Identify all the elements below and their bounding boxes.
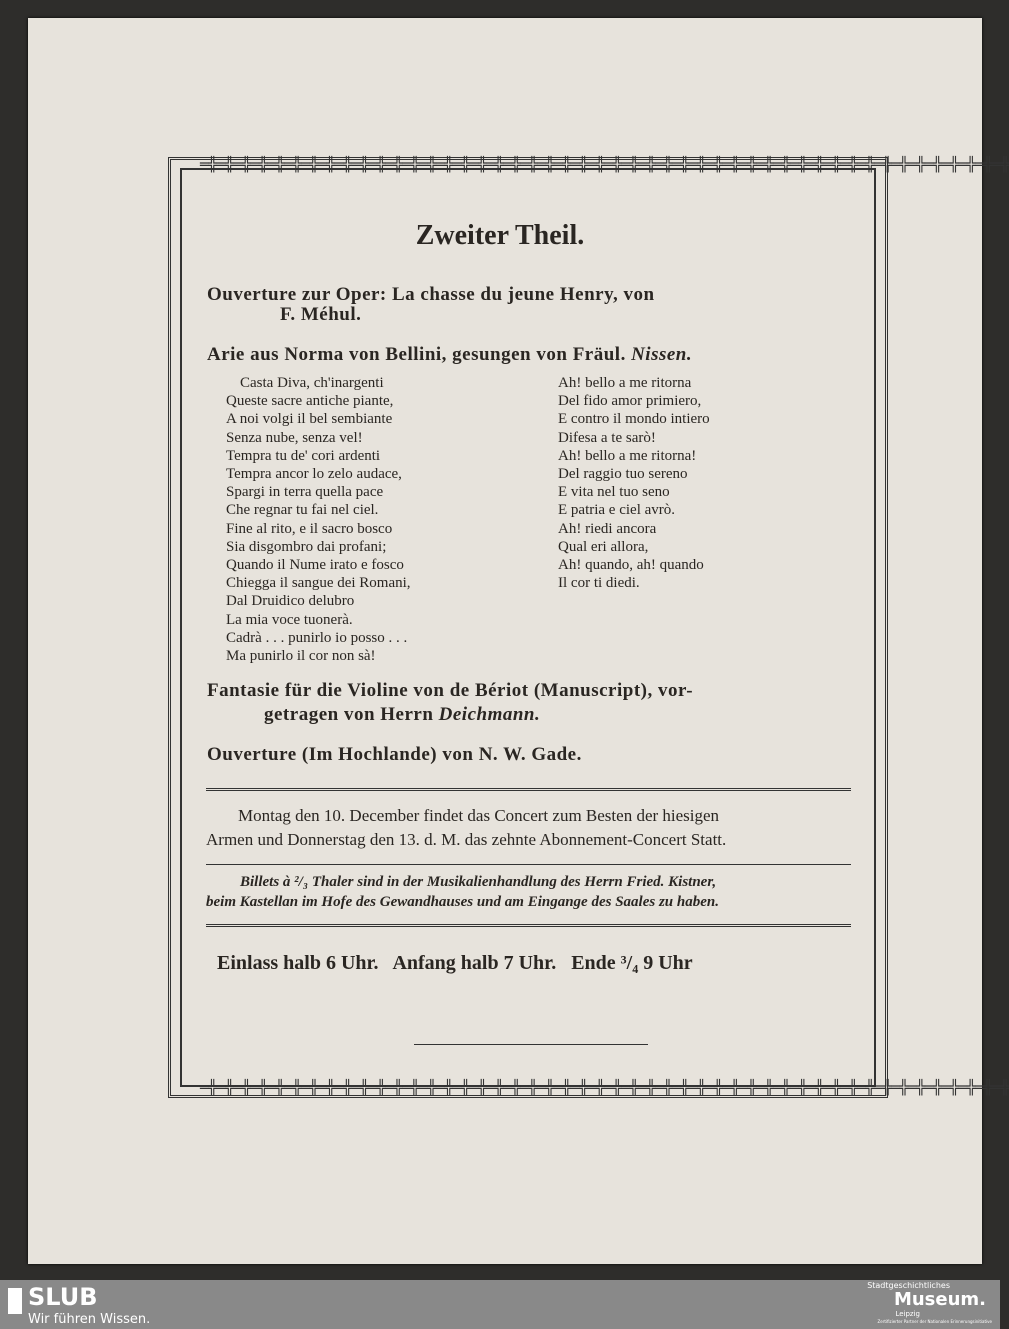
lyric-line: Ah! bello a me ritorna! — [558, 447, 697, 464]
billets-line-1: Billets à ²/₃ Thaler sind in der Musikalienhandlung des Herrn Fried. Kistner, — [240, 874, 717, 890]
museum-logo[interactable]: Museum. — [893, 1289, 986, 1310]
lyric-line: Sia disgombro dai profani; — [226, 538, 387, 555]
program-item-1: Ouverture zur Oper: La chasse du jeune Henry, von — [207, 284, 655, 305]
lyric-line: E patria e ciel avrò. — [558, 502, 676, 519]
section-title: Zweiter Theil. — [415, 220, 585, 251]
performer: Deichmann. — [438, 704, 541, 725]
lyric-line: E contro il mondo intiero — [558, 411, 710, 428]
greek-key-ornament: ═╬═╬═╬═╬═╬═╬═╬═╬═╬═╬═╬═╬═╬═╬═╬═╬═╬═╬═╬═╬═╬═╬═╬═╬═╬═╬═╬═╬═╬═╬═╬═╬═╬═╬═╬═╬═╬═╬═╬═╬═╬═╬═╬═╬═╬═╬═╬═╬ — [200, 1080, 1009, 1096]
divider — [206, 924, 851, 927]
lyric-line: E vita nel tuo seno — [558, 484, 670, 501]
book-icon — [8, 1288, 22, 1314]
divider — [206, 788, 851, 791]
lyric-line: Spargi in terra quella pace — [226, 484, 384, 501]
program-item-1-cont: F. Méhul. — [280, 304, 362, 325]
lyric-line: Ah! bello a me ritorna — [558, 375, 692, 391]
lyrics-left — [226, 374, 411, 665]
program-item-3: Fantasie für die Violine von de Bériot (Manuscript), vor- — [207, 680, 694, 701]
lyric-line: Ma punirlo il cor non sà! — [226, 648, 376, 665]
lyric-line: Fine al rito, e il sacro bosco — [226, 520, 393, 537]
lyric-line: Casta Diva, ch'inargenti — [240, 375, 384, 391]
item-text: Arie aus Norma von Bellini, gesungen von Fräul. — [207, 344, 626, 365]
greek-key-ornament: ═╬═╬═╬═╬═╬═╬═╬═╬═╬═╬═╬═╬═╬═╬═╬═╬═╬═╬═╬═╬═╬═╬═╬═╬═╬═╬═╬═╬═╬═╬═╬═╬═╬═╬═╬═╬═╬═╬═╬═╬═╬═╬═╬═╬═╬═╬═╬═╬ — [200, 157, 1009, 173]
notice-line-2: Armen und Donnerstag den 13. d. M. das zehnte Abonnement-Concert Statt. — [206, 830, 727, 849]
notice-line-1: Montag den 10. December findet das Concert zum Besten der hiesigen — [238, 806, 720, 825]
lyric-line: Cadrà . . . punirlo io posso . . . — [226, 629, 408, 646]
lyric-line: Del raggio tuo sereno — [558, 466, 688, 483]
billets-line-2: beim Kastellan im Hofe des Gewandhauses und am Eingange des Saales zu haben. — [206, 894, 719, 910]
program-item-2 — [207, 344, 692, 366]
lyric-line: Queste sacre antiche piante, — [226, 393, 394, 410]
lyric-line: Del fido amor primiero, — [558, 393, 702, 410]
lyric-line: Quando il Nume irato e fosco — [226, 557, 404, 574]
slub-tagline: Wir führen Wissen. — [28, 1312, 151, 1327]
lyric-line: Dal Druidico delubro — [226, 593, 355, 610]
lyric-line: Il cor ti diedi. — [558, 575, 640, 592]
museum-city: Leipzig — [895, 1310, 920, 1318]
lyric-line: A noi volgi il bel sembiante — [226, 411, 393, 428]
program-item-4: Ouverture (Im Hochlande) von N. W. Gade. — [207, 744, 582, 765]
lyric-line: Tempra ancor lo zelo audace, — [226, 466, 402, 483]
program-item-3-cont — [264, 704, 540, 726]
museum-cert: Zertifizierter Partner der Nationalen Erinnerungsinitiative — [877, 1319, 992, 1324]
lyric-line: Ah! riedi ancora — [558, 520, 657, 537]
lyric-line: Difesa a te sarò! — [558, 429, 656, 446]
lyric-line: Ah! quando, ah! quando — [558, 557, 704, 574]
times: Einlass halb 6 Uhr. Anfang halb 7 Uhr. Ende ³/₄ 9 Uhr — [217, 952, 693, 974]
performer: Nissen. — [631, 344, 693, 365]
end-rule — [414, 1044, 648, 1045]
lyric-line: Che regnar tu fai nel ciel. — [226, 502, 379, 519]
lyrics-right — [558, 374, 710, 592]
lyric-line: Senza nube, senza vel! — [226, 429, 363, 446]
item-text: getragen von Herrn — [264, 704, 434, 725]
footer-bar — [0, 1280, 1000, 1329]
lyric-line: Qual eri allora, — [558, 538, 649, 555]
museum-top: Stadtgeschichtliches — [867, 1281, 950, 1290]
lyric-line: Tempra tu de' cori ardenti — [226, 447, 381, 464]
slub-logo[interactable]: SLUB — [28, 1283, 98, 1311]
lyric-line: La mia voce tuonerà. — [226, 611, 353, 628]
divider — [206, 864, 851, 865]
lyric-line: Chiegga il sangue dei Romani, — [226, 575, 411, 592]
